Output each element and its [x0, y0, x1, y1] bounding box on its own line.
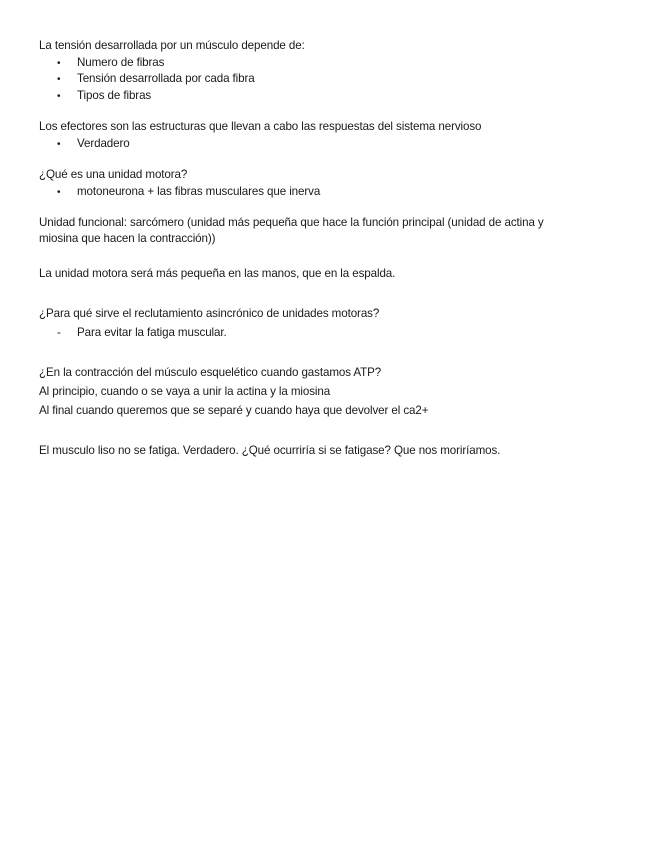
bullet-icon: •	[57, 74, 61, 85]
bullet-icon: •	[57, 187, 61, 198]
list-item	[57, 325, 227, 341]
list-item	[57, 71, 255, 88]
list-item	[57, 136, 130, 153]
list-item-text: Tipos de fibras	[77, 89, 152, 102]
musculo-liso-text: El musculo liso no se fatiga. Verdadero. ¿Qué ocurriría si se fatigase? Que nos moriríamos.	[39, 444, 501, 457]
atp-question: ¿En la contracción del músculo esquelético cuando gastamos ATP?	[39, 366, 382, 379]
bullet-icon: •	[57, 91, 61, 102]
bullet-icon: •	[57, 58, 61, 69]
list-item	[57, 55, 164, 72]
unidad-funcional-line2: miosina que hacen la contracción))	[39, 232, 216, 245]
atp-answer-2: Al final cuando queremos que se separé y cuando haya que devolver el ca2+	[39, 404, 429, 417]
dash-icon: -	[57, 326, 61, 339]
unidad-motora-size: La unidad motora será más pequeña en las manos, que en la espalda.	[39, 267, 396, 280]
list-item	[57, 184, 320, 201]
efectores-statement: Los efectores son las estructuras que llevan a cabo las respuestas del sistema nervioso	[39, 120, 482, 133]
tension-intro: La tensión desarrollada por un músculo depende de:	[39, 39, 305, 52]
bullet-icon: •	[57, 139, 61, 150]
list-item	[57, 88, 151, 105]
unidad-funcional-line1: Unidad funcional: sarcómero (unidad más pequeña que hace la función principal (unidad de actina y	[39, 216, 544, 229]
list-item-text: Tensión desarrollada por cada fibra	[77, 72, 255, 85]
reclutamiento-question: ¿Para qué sirve el reclutamiento asincrónico de unidades motoras?	[39, 307, 380, 320]
list-item-text: Verdadero	[77, 137, 130, 150]
atp-answer-1: Al principio, cuando o se vaya a unir la actina y la miosina	[39, 385, 331, 398]
list-item-text: Numero de fibras	[77, 56, 165, 69]
list-item-text: Para evitar la fatiga muscular.	[77, 326, 227, 339]
unidad-motora-question: ¿Qué es una unidad motora?	[39, 168, 188, 181]
list-item-text: motoneurona + las fibras musculares que inerva	[77, 185, 321, 198]
